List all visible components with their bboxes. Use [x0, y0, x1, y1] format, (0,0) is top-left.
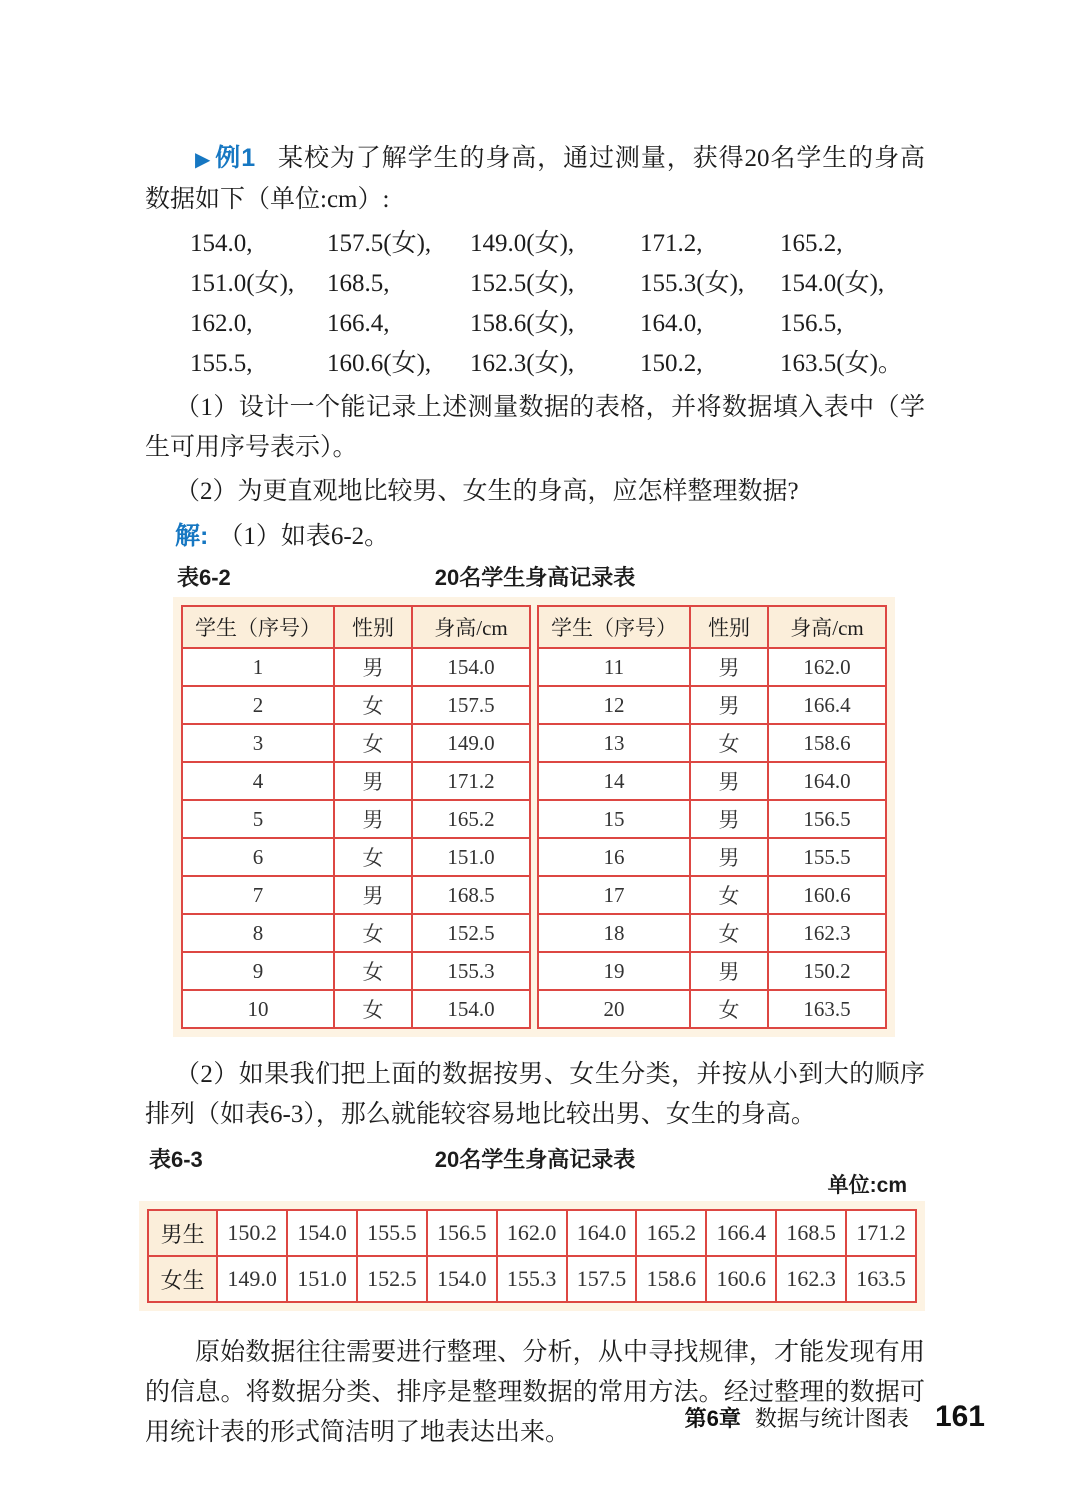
table63-cell: 162.0 — [497, 1210, 567, 1256]
table62-cell: 女 — [334, 838, 412, 876]
height-value: 149.0(女), — [470, 230, 575, 257]
table63-caption: 表6-3 — [149, 1147, 203, 1172]
height-value: 168.5, — [327, 270, 390, 297]
table62-header-cell: 学生（序号） — [538, 606, 690, 648]
table62-cell: 151.0 — [412, 838, 530, 876]
table62-cell: 8 — [182, 914, 334, 952]
table62-right — [537, 605, 887, 1029]
table62-cell: 7 — [182, 876, 334, 914]
table63-row-label: 男生 — [148, 1210, 217, 1256]
footer-chapter: 第6章 — [684, 1406, 741, 1431]
table62-cell: 19 — [538, 952, 690, 990]
table62-cell: 女 — [334, 724, 412, 762]
height-value: 156.5, — [780, 310, 843, 337]
table62-caption-row — [145, 563, 925, 593]
table63-row — [148, 1210, 916, 1256]
table62-cell: 男 — [690, 648, 768, 686]
table63-cell: 158.6 — [636, 1256, 706, 1302]
table63-cell: 171.2 — [846, 1210, 916, 1256]
example-label: 例1 — [215, 144, 256, 172]
table63-cell: 160.6 — [706, 1256, 776, 1302]
table63-title: 20名学生身高记录表 — [434, 1147, 636, 1172]
table63-cell: 166.4 — [706, 1210, 776, 1256]
table62-cell: 女 — [690, 876, 768, 914]
table62-cell: 11 — [538, 648, 690, 686]
table63-caption-row — [145, 1145, 925, 1201]
table63-cell: 156.5 — [427, 1210, 497, 1256]
table62-cell: 149.0 — [412, 724, 530, 762]
question-2: （2）为更直观地比较男、女生的身高，应怎样整理数据? — [175, 478, 799, 505]
table62-row — [538, 990, 886, 1028]
table63-cell: 150.2 — [217, 1210, 287, 1256]
table63-cell: 168.5 — [776, 1210, 846, 1256]
table63 — [147, 1209, 917, 1303]
table63-cell: 151.0 — [287, 1256, 357, 1302]
height-value: 155.3(女), — [640, 270, 745, 297]
solution-label: 解: — [175, 522, 209, 550]
page-footer — [685, 1400, 985, 1434]
table63-cell: 157.5 — [567, 1256, 637, 1302]
solution-line — [145, 516, 925, 557]
table62-cell: 155.5 — [768, 838, 886, 876]
table62-cell: 男 — [690, 686, 768, 724]
table62-cell: 男 — [334, 648, 412, 686]
table62-row — [182, 724, 530, 762]
example-intro — [145, 138, 925, 220]
table62-cell: 154.0 — [412, 648, 530, 686]
height-value: 162.3(女), — [470, 350, 575, 377]
table62-cell: 18 — [538, 914, 690, 952]
table62-row — [538, 762, 886, 800]
table62-cell: 13 — [538, 724, 690, 762]
table63-cell: 165.2 — [636, 1210, 706, 1256]
table62-row — [182, 838, 530, 876]
height-value: 154.0, — [190, 230, 253, 257]
height-value: 163.5(女)。 — [780, 350, 903, 377]
table62-cell: 152.5 — [412, 914, 530, 952]
table63-cell: 154.0 — [287, 1210, 357, 1256]
height-value: 166.4, — [327, 310, 390, 337]
table62-left — [181, 605, 531, 1029]
solution-text: （1）如表6-2。 — [218, 523, 390, 550]
height-value: 154.0(女), — [780, 270, 885, 297]
height-value: 165.2, — [780, 230, 843, 257]
table62-cell: 162.3 — [768, 914, 886, 952]
table62-cell: 163.5 — [768, 990, 886, 1028]
table62-cell: 女 — [334, 990, 412, 1028]
footer-page-number: 161 — [934, 1400, 985, 1433]
height-value: 160.6(女), — [327, 350, 432, 377]
table62-row — [182, 686, 530, 724]
table62-header-cell: 性别 — [334, 606, 412, 648]
height-value: 164.0, — [640, 310, 703, 337]
table62-cell: 女 — [334, 914, 412, 952]
height-value: 158.6(女), — [470, 310, 575, 337]
table62-caption: 表6-2 — [177, 565, 231, 590]
table62-cell: 男 — [690, 762, 768, 800]
table62-cell: 154.0 — [412, 990, 530, 1028]
table62-cell: 14 — [538, 762, 690, 800]
table62-cell: 155.3 — [412, 952, 530, 990]
table62-cell: 171.2 — [412, 762, 530, 800]
table62-cell: 女 — [690, 914, 768, 952]
table63-cell: 162.3 — [776, 1256, 846, 1302]
height-value: 150.2, — [640, 350, 703, 377]
table62-cell: 女 — [690, 724, 768, 762]
table63-cell: 152.5 — [357, 1256, 427, 1302]
table62-cell: 20 — [538, 990, 690, 1028]
table62-cell: 男 — [334, 800, 412, 838]
footer-section: 数据与统计图表 — [754, 1406, 909, 1431]
table62-row — [538, 876, 886, 914]
answer-2: （2）如果我们把上面的数据按男、女生分类，并按从小到大的顺序排列（如表6-3），那么就能较容易地比较出男、女生的身高。 — [145, 1061, 925, 1128]
table62-cell: 157.5 — [412, 686, 530, 724]
table62-row — [538, 914, 886, 952]
table62-cell: 17 — [538, 876, 690, 914]
table62-row — [538, 724, 886, 762]
table62-cell: 9 — [182, 952, 334, 990]
table62-cell: 女 — [334, 686, 412, 724]
table62-row — [182, 762, 530, 800]
question-1: （1）设计一个能记录上述测量数据的表格，并将数据填入表中（学生可用序号表示）。 — [145, 394, 925, 461]
table62-cell: 1 — [182, 648, 334, 686]
table62-row — [182, 990, 530, 1028]
table62-cell: 5 — [182, 800, 334, 838]
height-value: 162.0, — [190, 310, 253, 337]
height-data-grid — [190, 224, 925, 384]
table62-header-cell: 性别 — [690, 606, 768, 648]
table63-unit: 单位:cm — [827, 1174, 907, 1197]
table62-header-cell: 学生（序号） — [182, 606, 334, 648]
table62-cell: 4 — [182, 762, 334, 800]
table62-cell: 男 — [334, 876, 412, 914]
height-value: 155.5, — [190, 350, 253, 377]
table62-cell: 162.0 — [768, 648, 886, 686]
table62-header-row — [182, 606, 530, 648]
height-value: 171.2, — [640, 230, 703, 257]
table63-row — [148, 1256, 916, 1302]
table62-cell: 16 — [538, 838, 690, 876]
example-intro-text: 某校为了解学生的身高，通过测量，获得20名学生的身高数据如下（单位:cm）: — [145, 145, 925, 213]
table62-cell: 3 — [182, 724, 334, 762]
table62-cell: 6 — [182, 838, 334, 876]
table62-cell: 164.0 — [768, 762, 886, 800]
table62-cell: 160.6 — [768, 876, 886, 914]
table62-panel — [173, 597, 895, 1037]
table63-cell: 155.5 — [357, 1210, 427, 1256]
table62-title: 20名学生身高记录表 — [434, 565, 636, 590]
table62-cell: 男 — [334, 762, 412, 800]
table62-cell: 2 — [182, 686, 334, 724]
page-content — [145, 0, 925, 1453]
table62-row — [182, 952, 530, 990]
table63-cell: 149.0 — [217, 1256, 287, 1302]
table62-header-cell: 身高/cm — [768, 606, 886, 648]
table62-row — [538, 648, 886, 686]
table62-header-row — [538, 606, 886, 648]
table62-row — [538, 686, 886, 724]
table62-cell: 15 — [538, 800, 690, 838]
table62-row — [182, 800, 530, 838]
table62-cell: 男 — [690, 800, 768, 838]
table62-cell: 150.2 — [768, 952, 886, 990]
table62-cell: 166.4 — [768, 686, 886, 724]
table62-row — [182, 914, 530, 952]
table62-cell: 女 — [334, 952, 412, 990]
table63-cell: 154.0 — [427, 1256, 497, 1302]
height-value: 157.5(女), — [327, 230, 432, 257]
table63-cell: 155.3 — [497, 1256, 567, 1302]
table62-cell: 10 — [182, 990, 334, 1028]
table62-header-cell: 身高/cm — [412, 606, 530, 648]
table63-cell: 164.0 — [567, 1210, 637, 1256]
height-value: 151.0(女), — [190, 270, 295, 297]
table62-row — [538, 952, 886, 990]
table62-cell: 165.2 — [412, 800, 530, 838]
table63-panel — [139, 1201, 925, 1311]
height-value: 152.5(女), — [470, 270, 575, 297]
table62-row — [538, 838, 886, 876]
closing-paragraph: 原始数据往往需要进行整理、分析，从中寻找规律，才能发现有用的信息。将数据分类、排序是整理数据的常用方法。经过整理的数据可用统计表的形式简洁明了地表达出来。 — [145, 1339, 925, 1446]
table62-cell: 男 — [690, 838, 768, 876]
table62-cell: 12 — [538, 686, 690, 724]
example-arrow-icon: ▶ — [195, 149, 212, 171]
table63-row-label: 女生 — [148, 1256, 217, 1302]
table62-row — [538, 800, 886, 838]
table62-row — [182, 648, 530, 686]
table62-cell: 男 — [690, 952, 768, 990]
table63-cell: 163.5 — [846, 1256, 916, 1302]
table62-cell: 156.5 — [768, 800, 886, 838]
table62-cell: 168.5 — [412, 876, 530, 914]
table62-cell: 女 — [690, 990, 768, 1028]
table62-cell: 158.6 — [768, 724, 886, 762]
table62-row — [182, 876, 530, 914]
